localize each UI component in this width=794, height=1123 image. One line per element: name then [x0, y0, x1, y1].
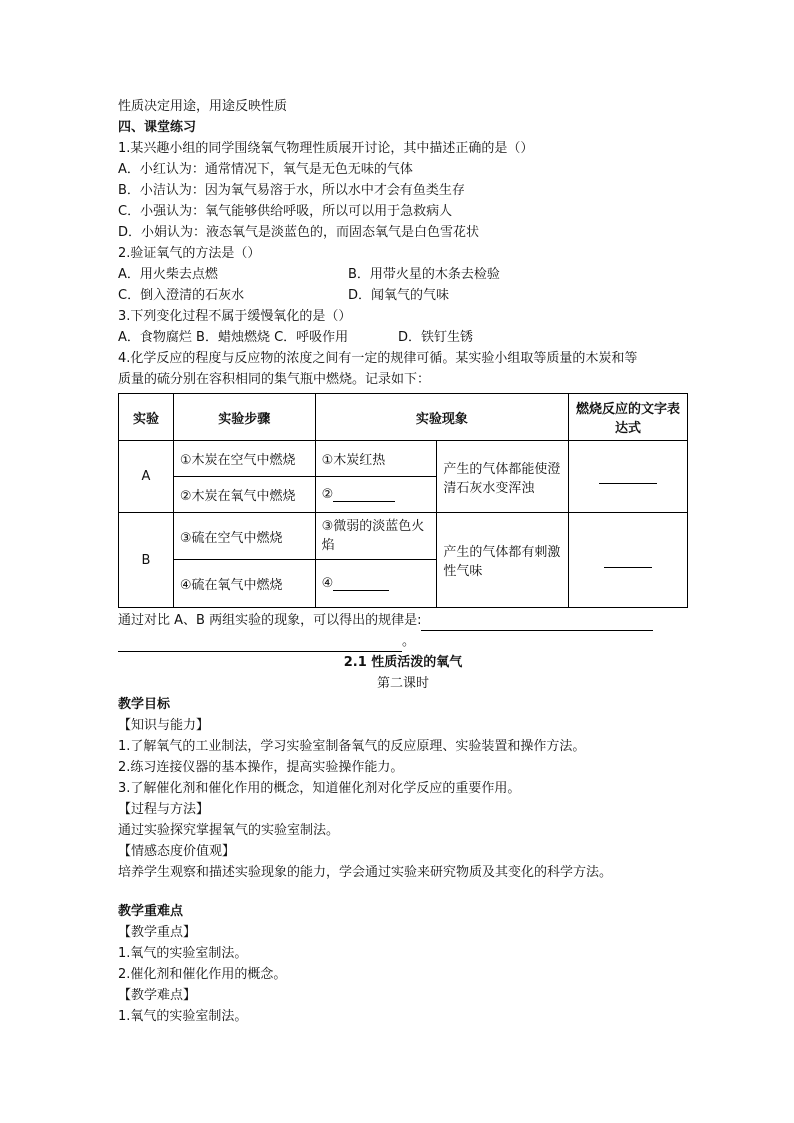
group-b-obs2-cell [315, 560, 437, 608]
group-b-obs1: ③微弱的淡蓝色火焰 [315, 513, 437, 560]
focus-item: 1.氧气的实验室制法。 [118, 946, 248, 961]
conclusion-line-2 [118, 631, 688, 652]
intro-line: 性质决定用途，用途反映性质 [118, 99, 288, 114]
keypoints-heading: 教学重难点 [118, 904, 184, 919]
goals-heading: 教学目标 [118, 697, 171, 712]
group-a-equation-cell [569, 441, 688, 513]
group-b-label: B [119, 513, 174, 608]
group-a-obs1: ①木炭红热 [315, 441, 437, 477]
conclusion-end: 。 [402, 634, 416, 649]
group-b-common: 产生的气体都有刺激性气味 [437, 513, 569, 608]
group-b-equation-blank[interactable] [604, 567, 652, 568]
header-steps: 实验步骤 [173, 394, 315, 441]
question-3-options [118, 327, 688, 348]
difficulty-item: 1.氧气的实验室制法。 [118, 1009, 248, 1024]
header-experiment: 实验 [119, 394, 174, 441]
process-text: 通过实验探究掌握氧气的实验室制法。 [118, 823, 340, 838]
section-heading-practice: 四、课堂练习 [118, 120, 197, 135]
group-b-step2: ④硫在氧气中燃烧 [173, 560, 315, 608]
knowledge-item: 2.练习连接仪器的基本操作，提高实验操作能力。 [118, 760, 404, 775]
header-equation: 燃烧反应的文字表达式 [569, 394, 688, 441]
question-2-options-row2 [118, 285, 688, 306]
group-a-step2: ②木炭在氧气中燃烧 [173, 477, 315, 513]
knowledge-item: 3.了解催化剂和催化作用的概念，知道催化剂对化学反应的重要作用。 [118, 781, 521, 796]
lesson-title: 2.1 性质活泼的氧气 [343, 655, 463, 670]
question-2-option-b: B．用带火星的木条去检验 [348, 267, 500, 282]
question-2-option-d: D．闻氧气的气味 [348, 288, 450, 303]
group-a-obs2-label: ② [321, 487, 334, 502]
question-4-stem-line2: 质量的硫分别在容积相同的集气瓶中燃烧。记录如下： [118, 372, 431, 387]
question-2-option-a: A．用火柴去点燃 [118, 267, 218, 282]
table-row [119, 441, 688, 477]
question-3-option-d: D．铁钉生锈 [398, 330, 474, 345]
question-1-option-a: A．小红认为：通常情况下，氧气是无色无味的气体 [118, 162, 413, 177]
conclusion-prompt: 通过对比 A、B 两组实验的现象，可以得出的规律是: [118, 613, 422, 628]
conclusion-line [118, 610, 688, 631]
question-1-option-d: D．小娟认为：液态氧气是淡蓝色的，而固态氧气是白色雪花状 [118, 225, 480, 240]
group-a-equation-blank[interactable] [599, 483, 657, 484]
question-3-stem: 3.下列变化过程不属于缓慢氧化的是（） [118, 309, 352, 324]
table-row [119, 513, 688, 560]
group-b-equation-cell [569, 513, 688, 608]
attitude-text: 培养学生观察和描述实验现象的能力，学会通过实验来研究物质及其变化的科学方法。 [118, 865, 613, 880]
process-heading: 【过程与方法】 [118, 802, 210, 817]
group-a-label: A [119, 441, 174, 513]
group-a-obs2-cell [315, 477, 437, 513]
group-b-obs2-blank[interactable] [333, 590, 389, 591]
group-a-step1: ①木炭在空气中燃烧 [173, 441, 315, 477]
group-a-obs2-blank[interactable] [333, 501, 395, 502]
focus-heading: 【教学重点】 [118, 925, 197, 940]
question-2-option-c: C．倒入澄清的石灰水 [118, 288, 245, 303]
document-page [118, 96, 688, 1027]
lesson-subtitle: 第二课时 [376, 676, 429, 691]
conclusion-blank-1[interactable] [421, 630, 653, 631]
group-a-common: 产生的气体都能使澄清石灰水变浑浊 [437, 441, 569, 513]
experiment-table [118, 393, 688, 608]
question-3-options-abc: A．食物腐烂 B．蜡烛燃烧 C．呼吸作用 [118, 330, 349, 345]
knowledge-heading: 【知识与能力】 [118, 718, 210, 733]
question-2-stem: 2.验证氧气的方法是（） [118, 246, 261, 261]
table-header-row [119, 394, 688, 441]
question-1-option-b: B．小洁认为：因为氧气易溶于水，所以水中才会有鱼类生存 [118, 183, 465, 198]
difficulty-heading: 【教学难点】 [118, 988, 197, 1003]
group-b-obs2-label: ④ [321, 576, 334, 591]
question-2-options-row1 [118, 264, 688, 285]
attitude-heading: 【情感态度价值观】 [118, 844, 236, 859]
question-1-stem: 1.某兴趣小组的同学围绕氧气物理性质展开讨论，其中描述正确的是（） [118, 141, 534, 156]
knowledge-item: 1.了解氧气的工业制法，学习实验室制备氧气的反应原理、实验装置和操作方法。 [118, 739, 586, 754]
group-b-step1: ③硫在空气中燃烧 [173, 513, 315, 560]
question-4-stem-line1: 4.化学反应的程度与反应物的浓度之间有一定的规律可循。某实验小组取等质量的木炭和等 [118, 351, 638, 366]
question-1-option-c: C．小强认为：氧气能够供给呼吸，所以可以用于急救病人 [118, 204, 453, 219]
header-phenomena: 实验现象 [315, 394, 569, 441]
focus-item: 2.催化剂和催化作用的概念。 [118, 967, 287, 982]
